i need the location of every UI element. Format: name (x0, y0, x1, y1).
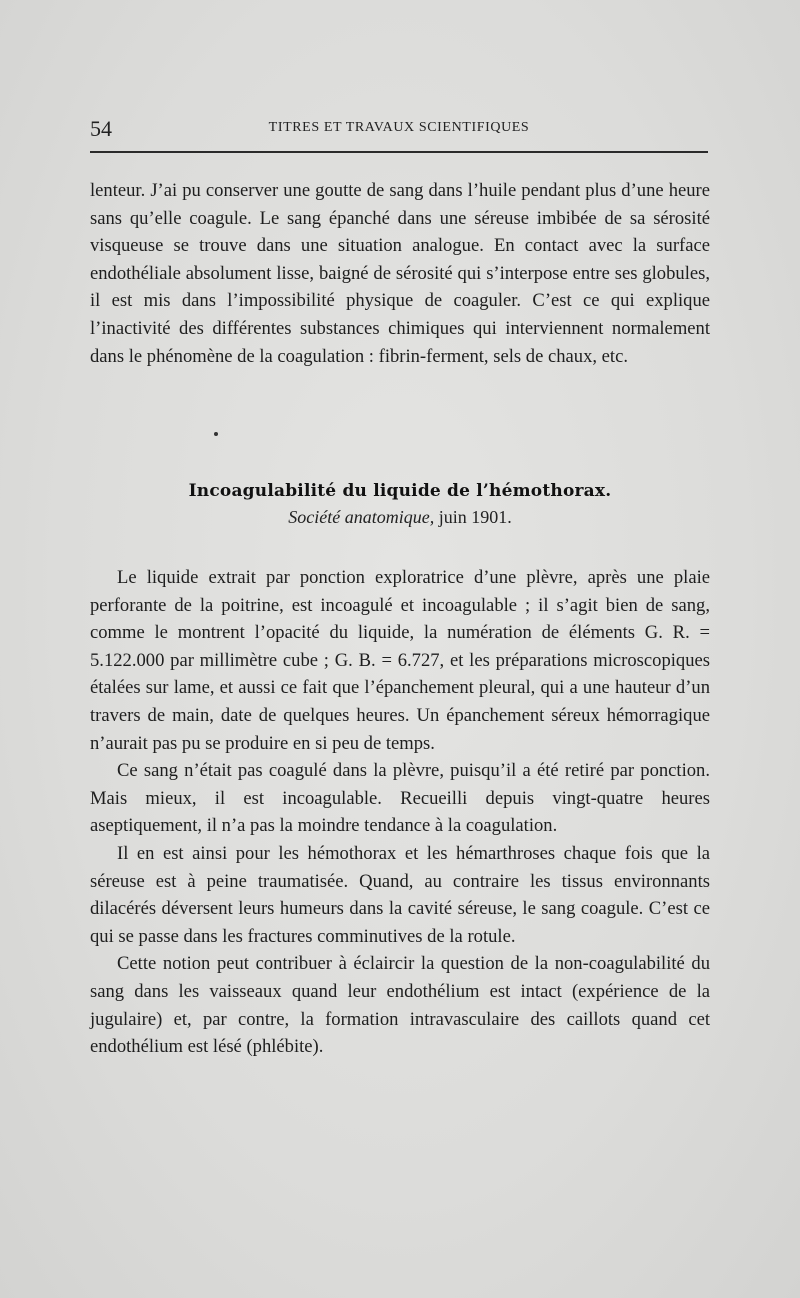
publication-venue: Société anatomique, (288, 507, 435, 527)
section-body (90, 564, 710, 1061)
continued-paragraph (90, 177, 710, 370)
section-title: Incoagulabilité du liquide de l’hémothorax. (188, 481, 612, 501)
page-header (90, 116, 708, 142)
running-title: TITRES ET TRAVAUX SCIENTIFIQUES (268, 120, 530, 135)
body-paragraph: Il en est ainsi pour les hémothorax et les hémarthroses chaque fois que la séreuse est à peine traumatisée. Quand, au contraire les tissus environnants dilacérés déversent leurs humeurs dans la cavité séreuse, le sang coagule. C’est ce qui se passe dans les fractures comminutives de la rotule. (90, 842, 710, 947)
body-paragraph: Ce sang n’était pas coagulé dans la plèvre, puisqu’il a été retiré par ponction. Mais mieux, il est incoagulable. Recueilli depuis vingt-quatre heures aseptiquement, il n’a pas la moindre tendance à la coagulation. (90, 760, 710, 837)
page-number: 54 (90, 116, 112, 141)
ink-dot (214, 432, 218, 436)
paragraph-text: lenteur. J’ai pu conserver une goutte de sang dans l’huile pendant plus d’une heure sans qu’elle coagule. Le sang épanché dans une séreuse imbibée de sa sérosité visqueuse se trouve dans une situation analogue. En contact avec la surface endothéliale absolument lisse, baigné de sérosité qui s’interpose entre ses globules, il est mis dans l’impossibilité physique de coaguler. C’est ce qui explique l’inactivité des différentes substances chimiques qui interviennent normalement dans le phénomène de la coagulation : fibrin-ferment, sels de chaux, etc. (90, 180, 710, 367)
publication-date: juin 1901. (434, 507, 512, 527)
header-rule (90, 151, 708, 153)
body-paragraph: Cette notion peut contribuer à éclaircir la question de la non-coagulabilité du sang dans les vaisseaux quand leur endothélium est intact (expérience de la jugulaire) et, par contre, la formation intravasculaire des caillots quand cet endothélium est lésé (phlébite). (90, 953, 710, 1058)
body-paragraph: Le liquide extrait par ponction exploratrice d’une plèvre, après une plaie perforante de la poitrine, est incoagulé et incoagulable ; il s’agit bien de sang, comme le montrent l’opacité du liquide, la numération de éléments G. R. = 5.122.000 par millimètre cube ; G. B. = 6.727, et les préparations microscopiques étalées sur lame, et aussi ce fait que l’épanchement pleural, qui a une hauteur d’un travers de main, date de quelques heures. Un épanchement séreux hémorragique n’aurait pas pu se produire en si peu de temps. (90, 567, 710, 754)
section-subtitle (90, 507, 710, 528)
